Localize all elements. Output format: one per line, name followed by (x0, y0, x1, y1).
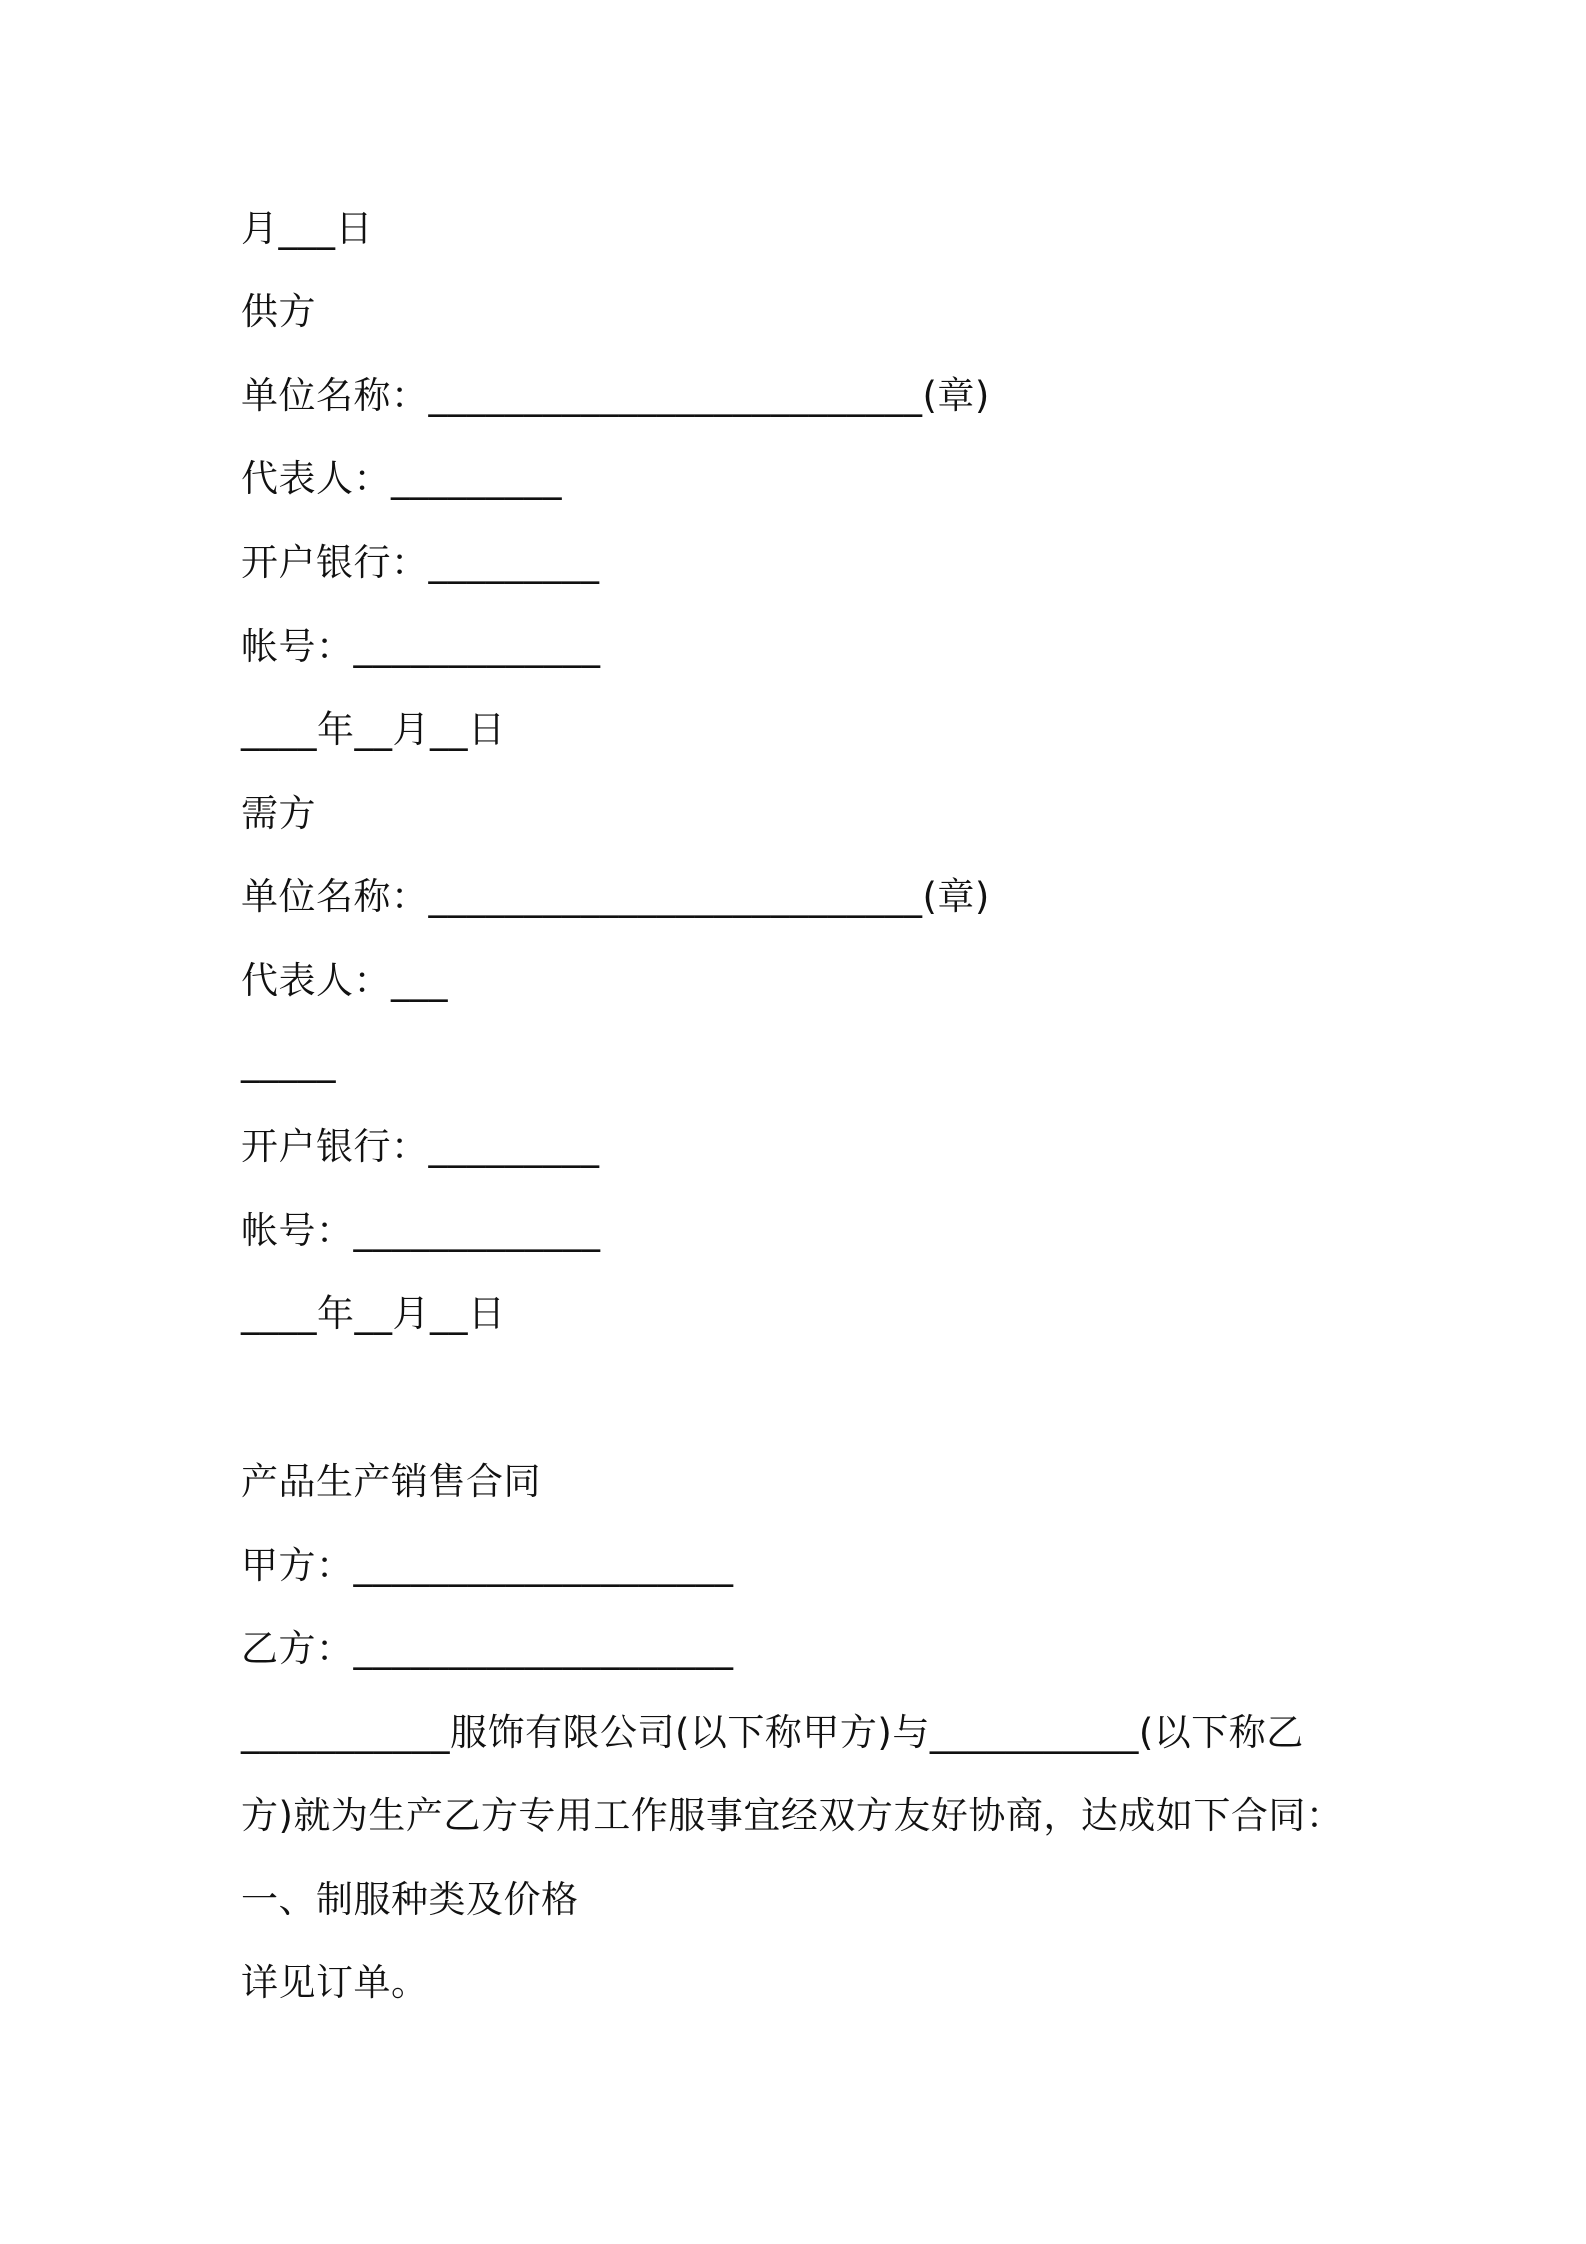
buyer-representative: 代表人：___ (241, 959, 448, 1002)
supplier-heading: 供方 (241, 290, 316, 333)
supplier-date: ____年__月__日 (241, 708, 506, 751)
supplier-unit-name: 单位名称：__________________________(章) (241, 374, 990, 417)
section1-text: 详见订单。 (241, 1961, 429, 2004)
supplier-representative: 代表人：_________ (241, 457, 562, 500)
contract-intro-line1: ___________服饰有限公司(以下称甲方)与___________(以下称乙 (241, 1711, 1304, 1754)
buyer-unit-name: 单位名称：__________________________(章) (241, 875, 990, 918)
contract-intro-line2: 方)就为生产乙方专用工作服事宜经双方友好协商，达成如下合同： (241, 1794, 1344, 1837)
contract-title: 产品生产销售合同 (241, 1460, 541, 1503)
buyer-date: ____年__月__日 (241, 1292, 506, 1335)
buyer-heading: 需方 (241, 792, 316, 835)
supplier-account: 帐号：_____________ (241, 625, 601, 668)
supplier-date-top: 月___日 (241, 207, 373, 250)
buyer-account: 帐号：_____________ (241, 1209, 601, 1252)
party-b: 乙方：____________________ (241, 1627, 734, 1670)
buyer-representative-cont: _____ (241, 1040, 336, 1083)
party-a: 甲方：____________________ (241, 1544, 734, 1587)
buyer-bank: 开户银行：_________ (241, 1125, 600, 1168)
section1-heading: 一、制服种类及价格 (241, 1878, 579, 1921)
supplier-bank: 开户银行：_________ (241, 541, 600, 584)
